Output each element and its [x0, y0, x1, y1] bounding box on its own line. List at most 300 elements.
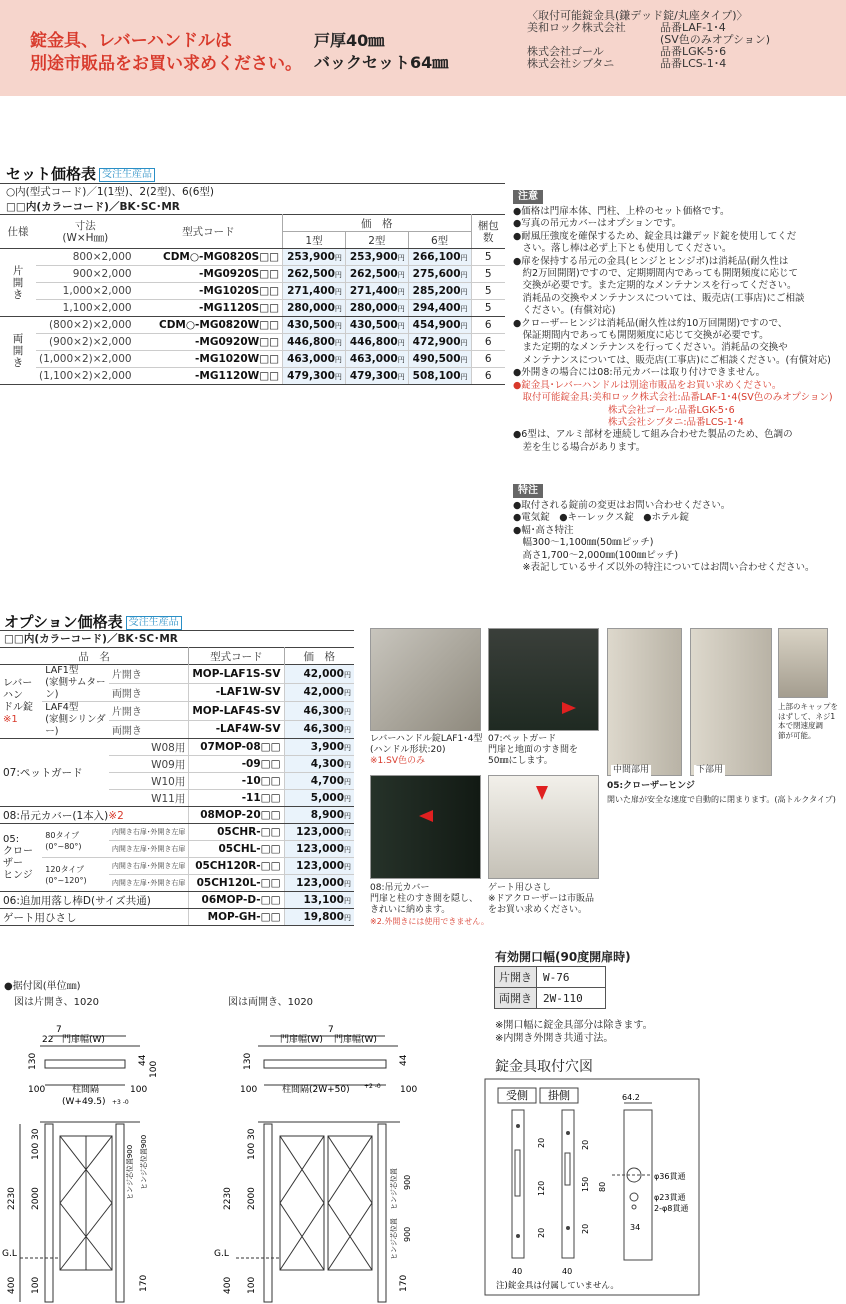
code-cell	[135, 334, 283, 351]
note-line: ●写真の吊元カバーはオプションです。	[513, 218, 682, 230]
closer-code: 05CHR-□□	[189, 824, 284, 841]
l-dim-100-g: 100	[31, 1276, 41, 1294]
drop-bar-price-value: 13,100	[303, 894, 344, 906]
pet-price-value: 4,700	[310, 775, 344, 787]
lock-notice: 錠金具、レバーハンドルは 別途市販品をお買い求めください。	[30, 31, 302, 74]
gate-canopy-code: MOP-GH-□□	[189, 909, 284, 926]
note-line: メンテナンスについては、販売店(工事店)にご相談ください。(有償対応)	[513, 354, 831, 366]
pet-guard-row	[0, 739, 354, 756]
special-order-head: 特注	[513, 484, 543, 498]
l-post-spacing: 柱間隔	[72, 1085, 100, 1095]
lever-caption-note: ※1.SV色のみ	[370, 756, 425, 766]
hinge-cover-row	[0, 807, 354, 824]
l-dim-7: 7	[56, 1025, 62, 1035]
price-type1-value: 262,500	[287, 268, 335, 280]
header-size: 寸法 (W×H㎜)	[36, 215, 135, 249]
price-type1	[283, 334, 346, 351]
latch-side-label: 掛側	[548, 1089, 570, 1102]
dim-20-d: 20	[581, 1223, 590, 1234]
hinge-cover-code: 08MOP-20□□	[189, 807, 284, 824]
lock-model: 品番LGK-5･6	[660, 45, 727, 58]
l-dim-170: 170	[139, 1274, 149, 1292]
header-price: 価 格	[283, 215, 471, 232]
pack-cell	[471, 283, 505, 300]
set-price-table	[0, 214, 505, 385]
note-line: 約2万回開閉)ですので、定期期間内であっても開閉頻度に応じて	[513, 268, 798, 280]
note-line: ●耐風圧強度を確保するため、錠金具は鎌デッド錠を使用してくだ	[513, 230, 797, 242]
yen-unit: 円	[397, 305, 405, 313]
cover-arrow-icon	[415, 806, 435, 826]
header-type1: 1型	[283, 232, 346, 249]
price-type6-value: 454,900	[412, 319, 461, 331]
note-line: 株式会社ゴール:品番LGK-5･6	[513, 404, 735, 416]
option-price	[284, 720, 354, 739]
r-hinge-900-b: 900	[403, 1226, 412, 1242]
set-price-row	[0, 283, 505, 300]
swing-type: 両開き	[109, 683, 189, 702]
set-price-row	[0, 317, 505, 334]
yen-unit: 円	[460, 339, 468, 347]
price-type2	[345, 317, 408, 334]
option-made-to-order-tag: 受注生産品	[126, 616, 182, 630]
price-type6	[408, 300, 471, 317]
price-type6-value: 508,100	[412, 370, 461, 382]
closer-label: 05: クローザー ヒンジ	[0, 824, 42, 892]
set-price-row	[0, 368, 505, 385]
set-price-row	[0, 300, 505, 317]
code-cell	[135, 351, 283, 368]
price-type2	[345, 266, 408, 283]
l-dim-22: 22	[42, 1035, 54, 1045]
yen-unit: 円	[334, 288, 342, 296]
code-cell	[135, 249, 283, 266]
set-price-row	[0, 266, 505, 283]
pet-code: -11□□	[189, 790, 284, 807]
pack-cell	[471, 351, 505, 368]
yen-unit: 円	[397, 339, 405, 347]
r-dim-100-g: 100	[247, 1276, 257, 1294]
option-code: -LAF1W-SV	[189, 683, 284, 702]
size-cell	[36, 317, 135, 334]
l-tolerance: +3 -0	[112, 1099, 129, 1106]
made-to-order-tag: 受注生産品	[99, 168, 155, 182]
gate-canopy-price-value: 19,800	[303, 911, 344, 923]
yen-unit: 円	[397, 271, 405, 279]
l-hinge-900-b: ヒンジ芯位置900	[140, 1134, 148, 1190]
note-line: ●電気錠 ●キーレックス錠 ●ホテル錠	[513, 512, 690, 524]
price-type1	[283, 368, 346, 385]
pet-size: W10用	[109, 773, 189, 790]
r-hinge-label-1: ヒンジ芯位置	[390, 1168, 398, 1210]
l-dim-130: 130	[28, 1052, 38, 1070]
opening-note2: ※内開き外開き共通寸法。	[495, 1033, 614, 1044]
price-type1-value: 479,300	[287, 370, 335, 382]
price-type2	[345, 249, 408, 266]
hinge-cover-price	[284, 807, 354, 824]
size-cell	[36, 334, 135, 351]
note-line: ※表記しているサイズ以外の特注についてはお問い合わせください。	[513, 562, 815, 574]
pet-price-value: 4,300	[310, 758, 344, 770]
price-type2-value: 479,300	[349, 370, 398, 382]
lock-model: 品番LAF-1･4	[660, 21, 726, 34]
color-code-note: □□内(カラーコード)／BK･SC･MR	[6, 201, 180, 213]
pet-size: W11用	[109, 790, 189, 807]
closer-price	[284, 875, 354, 892]
pet-size: W08用	[109, 739, 189, 756]
code-cell	[135, 266, 283, 283]
option-price	[284, 702, 354, 721]
price-type6-value: 294,400	[412, 302, 461, 314]
header-code: 型式コード	[135, 215, 283, 249]
price-type2-value: 253,900	[349, 251, 398, 263]
install-caption-single: 図は片開き、1020	[14, 997, 100, 1008]
yen-unit: 円	[344, 707, 351, 716]
option-code: MOP-LAF4S-SV	[189, 702, 284, 721]
price-type2	[345, 368, 408, 385]
price-type6	[408, 351, 471, 368]
size-cell-value: (900×2)×2,000	[49, 336, 132, 348]
set-price-title: セット価格表 受注生産品	[6, 163, 155, 184]
lever-caption: レバーハンドル錠LAF1･4型 (ハンドル形状:20) ※1.SV色のみ	[370, 734, 483, 766]
dim-150: 150	[581, 1176, 590, 1192]
canopy-arrow-icon	[532, 784, 552, 804]
l-dim-44: 44	[138, 1054, 148, 1066]
yen-unit: 円	[460, 373, 468, 381]
l-ground-line: G.L	[2, 1249, 17, 1259]
r-dim-100-t: 100	[247, 1142, 257, 1160]
pack-cell-value: 6	[484, 336, 492, 348]
pet-arrow-icon	[560, 698, 580, 718]
code-cell-value: CDM○-MG0820S□□	[163, 251, 280, 263]
pack-cell	[471, 368, 505, 385]
yen-unit: 円	[344, 846, 351, 854]
header-pack: 梱包 数	[471, 215, 505, 249]
single-open-value: W-76	[537, 967, 606, 988]
price-type1	[283, 300, 346, 317]
bottom-label: 下部用	[696, 765, 724, 775]
pack-cell	[471, 317, 505, 334]
drop-bar-code: 06MOP-D-□□	[189, 892, 284, 909]
r-hinge-900-a: 900	[403, 1174, 412, 1190]
option-row	[0, 665, 354, 684]
swing-type: 片開き	[109, 702, 189, 721]
closer-row	[0, 858, 354, 875]
yen-unit: 円	[460, 356, 468, 364]
price-type6-value: 266,100	[412, 251, 461, 263]
closer-type: 80タイプ (0°~80°)	[42, 824, 109, 858]
size-cell-value: 1,000×2,000	[62, 285, 132, 297]
yen-unit: 円	[334, 254, 342, 262]
yen-unit: 円	[334, 339, 342, 347]
code-cell-value: -MG1120W□□	[195, 370, 280, 382]
r-dim-44: 44	[399, 1054, 409, 1066]
gate-canopy-price	[284, 909, 354, 926]
closer-row	[0, 824, 354, 841]
closer-price-value: 123,000	[296, 860, 344, 872]
yen-unit: 円	[334, 356, 342, 364]
r-hinge-label-2: ヒンジ芯位置	[390, 1218, 398, 1260]
compatible-lock-row	[527, 58, 770, 70]
yen-unit: 円	[397, 288, 405, 296]
opening-width-title: 有効開口幅(90度開扉時)	[495, 950, 631, 964]
mid-label: 中間部用	[613, 765, 650, 775]
gate-canopy-row	[0, 909, 354, 926]
set-price-row	[0, 249, 505, 266]
size-cell-value: (1,000×2)×2,000	[39, 353, 132, 365]
option-code: MOP-LAF1S-SV	[189, 665, 284, 684]
closer-type: 120タイプ (0°~120°)	[42, 858, 109, 892]
hinge-cover-mark: ※2	[108, 809, 124, 822]
note-line: ●扉を保持する吊元の金具(ヒンジとヒンジボ)は消耗品(耐久性は	[513, 255, 789, 267]
price-type2	[345, 334, 408, 351]
price-type1	[283, 249, 346, 266]
double-open-value: 2W-110	[537, 988, 606, 1009]
pack-cell-value: 5	[484, 302, 492, 314]
set-price-row	[0, 334, 505, 351]
closer-caption: 05:クローザーヒンジ	[607, 781, 695, 791]
r-ground-line: G.L	[214, 1249, 229, 1259]
yen-unit: 円	[344, 670, 351, 679]
price-type2-value: 446,800	[349, 336, 398, 348]
dim-40-latch: 40	[562, 1267, 573, 1276]
closer-code: 05CH120L-□□	[189, 875, 284, 892]
r-dim-400: 400	[223, 1276, 233, 1294]
note-line: ●外開きの場合には08:吊元カバーは取り付けできません。	[513, 367, 766, 379]
size-cell	[36, 300, 135, 317]
yen-unit: 円	[344, 914, 351, 922]
price-type6	[408, 249, 471, 266]
closer-code: 05CH120R-□□	[189, 858, 284, 875]
opt-header-name: 品 名	[78, 650, 110, 663]
hinge-cover-text: 08:吊元カバー(1本入)	[3, 809, 109, 822]
l-door-width: 門扉幅(W)	[62, 1035, 105, 1045]
r-dim-7: 7	[328, 1025, 334, 1035]
note-line: 取付可能錠金具:美和ロック株式会社:品番LAF-1･4(SV色のみオプション)	[513, 392, 833, 404]
option-price-value: 46,300	[303, 704, 344, 717]
header-type6: 6型	[408, 232, 471, 249]
lock-hole-diagram	[484, 1078, 700, 1296]
lever-lock-mark: ※1	[3, 713, 18, 725]
closer-price	[284, 841, 354, 858]
closer-door: 内開き左扉･外開き右扉	[109, 875, 189, 892]
closer-door: 内開き右扉･外開き左扉	[109, 858, 189, 875]
note-line: 保証期間内であっても開閉頻度に応じて交換が必要です。	[513, 330, 769, 342]
install-drawing-double	[210, 1010, 440, 1304]
yen-unit: 円	[344, 778, 351, 786]
caution-head: 注意	[513, 190, 543, 204]
yen-unit: 円	[344, 863, 351, 871]
l-dim-100-b: 100	[130, 1085, 148, 1095]
gate-canopy-label: ゲート用ひさし	[0, 909, 189, 926]
cap-note: 上部のキャップを はずして、ネジ1 本で閉速度調 節が可能。	[778, 702, 838, 740]
caution-notes	[513, 190, 843, 454]
install-title: ●据付図(単位㎜)	[4, 981, 81, 992]
price-type6	[408, 334, 471, 351]
receiver-side-label: 受側	[506, 1089, 528, 1102]
note-line: ●錠金具･レバーハンドルは別途市販品をお買い求めください。	[513, 379, 782, 391]
door-spec: 戸厚40㎜ バックセット64㎜	[314, 31, 449, 72]
dim-20-b: 20	[537, 1227, 546, 1238]
price-type6	[408, 317, 471, 334]
compatible-locks-title: 〈取付可能錠金具(鎌デッド錠/丸座タイプ)〉	[527, 9, 748, 22]
note-line: ●6型は、アルミ部材を連続して組み合わせた製品のため、色調の	[513, 429, 793, 441]
yen-unit: 円	[344, 812, 351, 820]
pack-cell-value: 6	[484, 353, 492, 365]
price-type1-value: 463,000	[287, 353, 335, 365]
l-dim-400: 400	[7, 1276, 17, 1294]
size-cell-value: 800×2,000	[72, 251, 132, 263]
dim-64-2: 64.2	[622, 1093, 640, 1102]
option-price-table	[0, 647, 354, 926]
option-row	[0, 702, 354, 721]
opt-header-code: 型式コード	[189, 648, 284, 665]
yen-unit: 円	[334, 271, 342, 279]
code-cell	[135, 368, 283, 385]
price-type2-value: 271,400	[349, 285, 398, 297]
closer-price-value: 123,000	[296, 826, 344, 838]
option-price	[284, 665, 354, 684]
dim-20-a: 20	[537, 1137, 546, 1148]
yen-unit: 円	[344, 761, 351, 769]
drop-bar-row	[0, 892, 354, 909]
code-cell-value: -MG1020S□□	[199, 285, 280, 297]
code-cell-value: -MG0920W□□	[195, 336, 280, 348]
option-color-note: □□内(カラーコード)／BK･SC･MR	[4, 633, 178, 645]
maker-name: 美和ロック株式会社	[527, 21, 626, 34]
header-spec: 仕様	[0, 215, 36, 249]
dim-40-receiver: 40	[512, 1267, 523, 1276]
option-price-value: 42,000	[303, 686, 344, 699]
price-type1-value: 253,900	[287, 251, 335, 263]
opt-header-price: 価 格	[284, 648, 354, 665]
r-dim-2230: 2230	[223, 1187, 233, 1210]
l-dim-2000: 2000	[31, 1187, 41, 1210]
note-line: 交換が必要です。また定期的なメンテナンスを行ってください。	[513, 280, 797, 292]
code-cell	[135, 317, 283, 334]
pack-cell-value: 6	[484, 370, 492, 382]
size-cell-value: 1,100×2,000	[62, 302, 132, 314]
cover-caption-note: ※2.外開きには使用できません。	[370, 917, 489, 926]
price-type1	[283, 317, 346, 334]
r-dim-100-l: 100	[240, 1085, 258, 1095]
size-cell	[36, 249, 135, 266]
special-order-notes	[513, 484, 843, 574]
dim-80: 80	[598, 1181, 607, 1192]
yen-unit: 円	[397, 356, 405, 364]
note-line: ●幅･高さ特注	[513, 524, 574, 536]
pack-cell-value: 5	[484, 268, 492, 280]
note-line: ●取付される錠前の変更はお問い合わせください。	[513, 500, 731, 511]
price-type6-value: 275,600	[412, 268, 461, 280]
price-type1-value: 430,500	[287, 319, 335, 331]
size-cell	[36, 266, 135, 283]
yen-unit: 円	[334, 322, 342, 330]
dim-20-c: 20	[581, 1139, 590, 1150]
code-cell	[135, 283, 283, 300]
pet-guard-label: 07:ペットガード	[0, 739, 109, 807]
price-type1-value: 280,000	[287, 302, 335, 314]
size-cell	[36, 351, 135, 368]
option-code: -LAF4W-SV	[189, 720, 284, 739]
gate-caption: ゲート用ひさし ※ドアクローザーは市販品 をお買い求めください。	[488, 883, 595, 915]
code-cell	[135, 300, 283, 317]
l-dim-100-l: 100	[28, 1085, 46, 1095]
r-dim-170: 170	[399, 1274, 409, 1292]
price-type2	[345, 351, 408, 368]
price-type2-value: 262,500	[349, 268, 398, 280]
r-dim-130: 130	[243, 1052, 253, 1070]
yen-unit: 円	[397, 254, 405, 262]
drop-bar-label: 06:追加用落し棒D(サイズ共通)	[0, 892, 189, 909]
single-swing-group: 片 開 き	[0, 249, 36, 317]
code-cell-value: -MG1120S□□	[199, 302, 280, 314]
l-dim-30: 30	[31, 1128, 41, 1140]
pack-cell-value: 6	[484, 319, 492, 331]
swing-type: 両開き	[109, 720, 189, 739]
pet-code: 07MOP-08□□	[189, 739, 284, 756]
r-dim-100-r: 100	[400, 1085, 418, 1095]
note-line: 高さ1,700～2,000㎜(100㎜ピッチ)	[513, 549, 679, 561]
drop-bar-price	[284, 892, 354, 909]
yen-unit: 円	[344, 897, 351, 905]
yen-unit: 円	[344, 726, 351, 735]
price-type2	[345, 300, 408, 317]
l-hinge-900-a: ヒンジ芯位置900	[126, 1144, 134, 1200]
single-open-label: 片開き	[495, 967, 537, 988]
note-line: また定期的なメンテナンスを行ってください。消耗品の交換や	[513, 342, 788, 354]
pack-cell	[471, 249, 505, 266]
closer-price	[284, 824, 354, 841]
maker-name: 株式会社ゴール	[527, 45, 604, 58]
price-type1-value: 271,400	[287, 285, 335, 297]
pack-cell	[471, 300, 505, 317]
lock-model: (SV色のみオプション)	[660, 33, 771, 46]
size-cell-value: 900×2,000	[72, 268, 132, 280]
dim-34: 34	[630, 1223, 641, 1232]
install-drawing-single	[0, 1010, 200, 1304]
pet-price	[284, 773, 354, 790]
closer-door: 内開き左扉･外開き右扉	[109, 841, 189, 858]
hinge-cover-photo	[370, 775, 481, 879]
l-post-formula: (W+49.5)	[62, 1097, 106, 1107]
note-line: 消耗品の交換やメンテナンスについては、販売店(工事店)にご相談	[513, 292, 805, 304]
opening-note1: ※開口幅に錠金具部分は除きます。	[495, 1020, 653, 1031]
note-line: 株式会社シブタニ:品番LCS-1･4	[513, 416, 744, 428]
lever-lock-group	[0, 665, 42, 739]
pet-price	[284, 790, 354, 807]
l-dim-100-r: 100	[149, 1060, 159, 1078]
price-type1-value: 446,800	[287, 336, 335, 348]
hinge-cover-price-value: 8,900	[310, 809, 344, 821]
lock-model: 品番LCS-1･4	[660, 57, 727, 70]
price-type2-value: 430,500	[349, 319, 398, 331]
option-price-value: 42,000	[303, 667, 344, 680]
price-type1	[283, 283, 346, 300]
price-type2-value: 280,000	[349, 302, 398, 314]
note-line: さい。落し棒は必ず上下とも使用してください。	[513, 243, 732, 255]
l-dim-2230: 2230	[7, 1187, 17, 1210]
yen-unit: 円	[344, 689, 351, 698]
r-dim-2000: 2000	[247, 1187, 257, 1210]
r-dim-30: 30	[247, 1128, 257, 1140]
closer-code: 05CHL-□□	[189, 841, 284, 858]
pack-cell-value: 5	[484, 251, 492, 263]
closer-price	[284, 858, 354, 875]
r-post-spacing: 柱間隔(2W+50)	[282, 1085, 350, 1095]
opening-width-table	[494, 966, 606, 1009]
price-type6	[408, 368, 471, 385]
lever-type: LAF1型 (家側サムターン)	[42, 665, 109, 702]
